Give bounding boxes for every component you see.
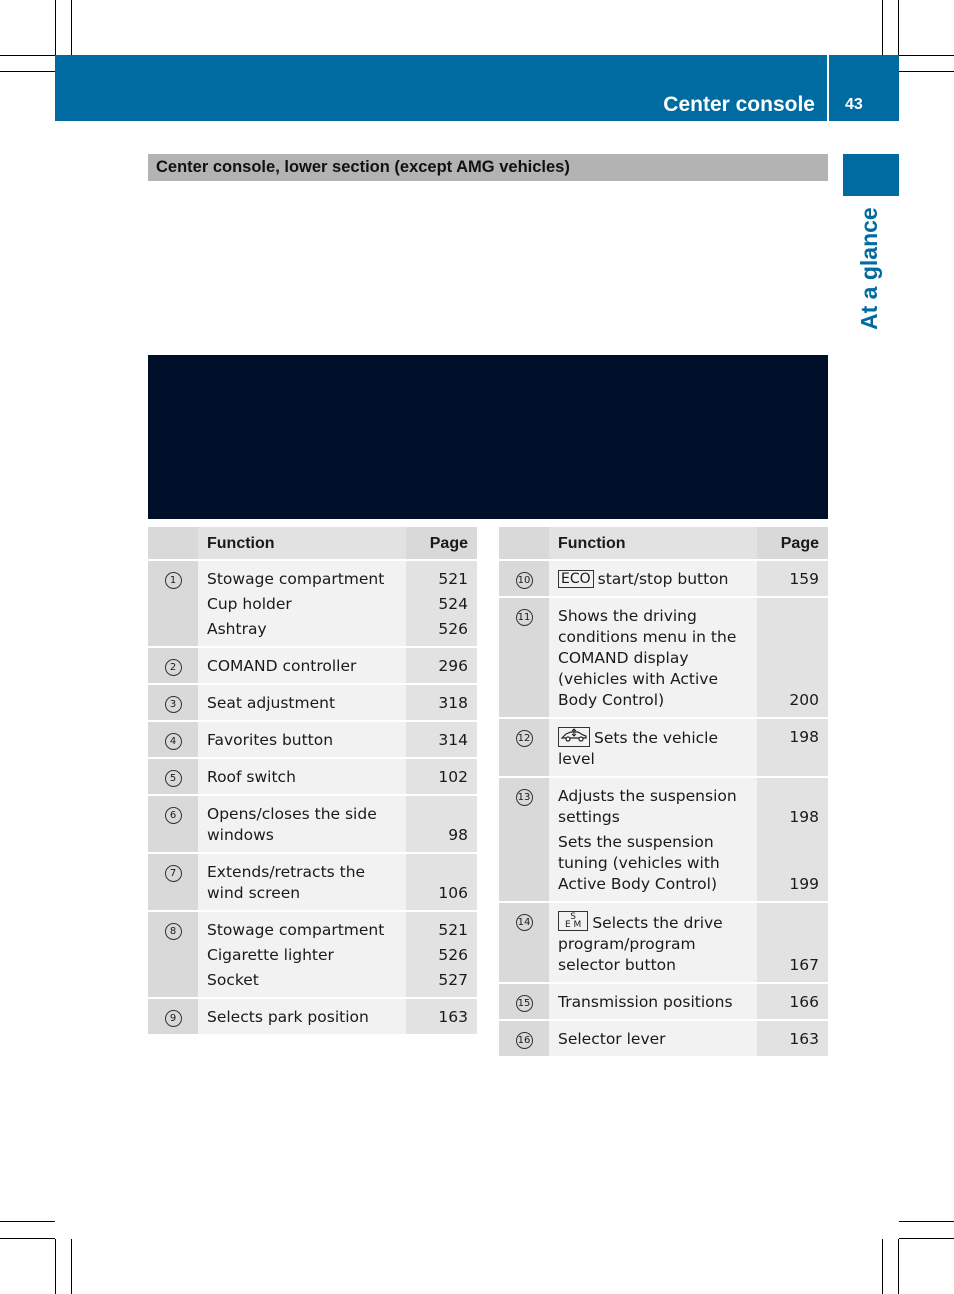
page-ref-link[interactable]: 198 [789,808,819,826]
page-ref-link[interactable]: 526 [438,620,468,638]
item-number-badge: 14 [516,914,533,931]
page-ref-link[interactable]: 524 [438,595,468,613]
page-ref-link[interactable]: 159 [789,570,819,588]
crop-mark [899,55,954,56]
table-row [148,560,477,647]
item-number-badge: 8 [165,923,182,940]
item-number-badge: 4 [165,733,182,750]
page-ref-link[interactable]: 527 [438,971,468,989]
page-ref-link[interactable]: 163 [438,1008,468,1026]
crop-mark [0,1221,55,1222]
item-number-badge: 5 [165,770,182,787]
page-ref-link[interactable]: 318 [438,694,468,712]
page-ref-link[interactable]: 526 [438,946,468,964]
item-number-badge: 13 [516,789,533,806]
table-row [148,721,477,758]
crop-mark [898,1239,899,1294]
header-cell-function: Function [198,527,406,560]
crop-mark [899,71,954,72]
page-ref-link[interactable]: 296 [438,657,468,675]
function-text: Transmission positions [558,993,733,1011]
item-number-badge: 2 [165,659,182,676]
function-text: Shows the driving conditions menu in the COMAND display (vehicles with Active Body Control) [558,607,737,709]
table-header-row [148,527,477,560]
item-number-badge: 3 [165,696,182,713]
crop-mark [882,1239,883,1294]
table-row [148,853,477,911]
page-ref-link[interactable]: 521 [438,921,468,939]
function-table-right [499,527,828,1058]
item-number-badge: 1 [165,572,182,589]
side-tab-marker [843,154,899,196]
function-text: Roof switch [207,768,296,786]
page-ref-link[interactable]: 163 [789,1030,819,1048]
table-row [148,911,477,998]
function-text: Sets the suspension tuning (vehicles with Active Body Control) [558,833,720,893]
console-photo-upper [148,181,828,355]
crop-mark [71,0,72,55]
header-cell-function: Function [549,527,757,560]
crop-mark [899,1221,954,1222]
table-row [499,983,828,1020]
header-cell-page: Page [406,527,477,560]
function-text: Selects park position [207,1008,369,1026]
function-text: Adjusts the suspension settings [558,787,737,826]
car-level-icon [558,727,590,747]
header-title: Center console [663,93,815,116]
crop-mark [0,71,55,72]
page-header [55,55,899,121]
function-text: Stowage compartment [207,570,385,588]
function-text: Selects the drive program/program selector button [558,914,723,974]
table-row [148,998,477,1035]
drive-program-icon: S E M [558,911,588,931]
item-number-badge: 9 [165,1010,182,1027]
table-row [148,684,477,721]
function-text: Sets the vehicle level [558,729,719,768]
crop-mark [882,0,883,55]
function-text: Seat adjustment [207,694,336,712]
side-tab-label: At a glance [856,207,882,330]
table-row [148,647,477,684]
section-heading: Center console, lower section (except AMG vehicles) [148,154,828,181]
crop-mark [0,1238,55,1239]
page-ref-link[interactable]: 314 [438,731,468,749]
page-ref-link[interactable]: 167 [789,956,819,974]
function-text: Socket [207,971,259,989]
page-ref-link[interactable]: 166 [789,993,819,1011]
table-row [499,560,828,597]
function-text: Cigarette lighter [207,946,334,964]
item-number-badge: 11 [516,609,533,626]
header-cell-number [148,527,198,560]
item-number-badge: 12 [516,730,533,747]
header-cell-page: Page [757,527,828,560]
table-header-row [499,527,828,560]
crop-mark [899,1238,954,1239]
function-text: Opens/closes the side windows [207,805,377,844]
crop-mark [0,55,55,56]
function-text: Selector lever [558,1030,666,1048]
item-number-badge: 16 [516,1032,533,1049]
item-number-badge: 15 [516,995,533,1012]
page-ref-link[interactable]: 198 [789,728,819,746]
table-row [499,597,828,718]
table-row [499,902,828,983]
function-text: start/stop button [597,570,729,588]
header-divider [827,55,829,121]
crop-mark [898,0,899,55]
function-text: Favorites button [207,731,334,749]
eco-button-symbol: ECO [558,570,594,588]
item-number-badge: 10 [516,572,533,589]
page-number: 43 [845,96,863,113]
item-number-badge: 6 [165,807,182,824]
page-ref-link[interactable]: 521 [438,570,468,588]
function-text: COMAND controller [207,657,357,675]
function-table-left [148,527,477,1036]
console-photo [148,355,828,519]
page-ref-link[interactable]: 106 [438,884,468,902]
function-text: Ashtray [207,620,267,638]
crop-mark [55,1239,56,1294]
crop-mark [71,1239,72,1294]
page-ref-link[interactable]: 200 [789,691,819,709]
function-text: Stowage compartment [207,921,385,939]
page-ref-link[interactable]: 199 [789,875,819,893]
item-number-badge: 7 [165,865,182,882]
function-text: Cup holder [207,595,292,613]
table-row [148,795,477,853]
page-ref-link[interactable]: 98 [448,826,468,844]
crop-mark [55,0,56,55]
table-row [499,1020,828,1057]
table-row [499,718,828,777]
header-cell-number [499,527,549,560]
table-row [148,758,477,795]
page-ref-link[interactable]: 102 [438,768,468,786]
function-text: Extends/retracts the wind screen [207,863,366,902]
table-row [499,777,828,902]
